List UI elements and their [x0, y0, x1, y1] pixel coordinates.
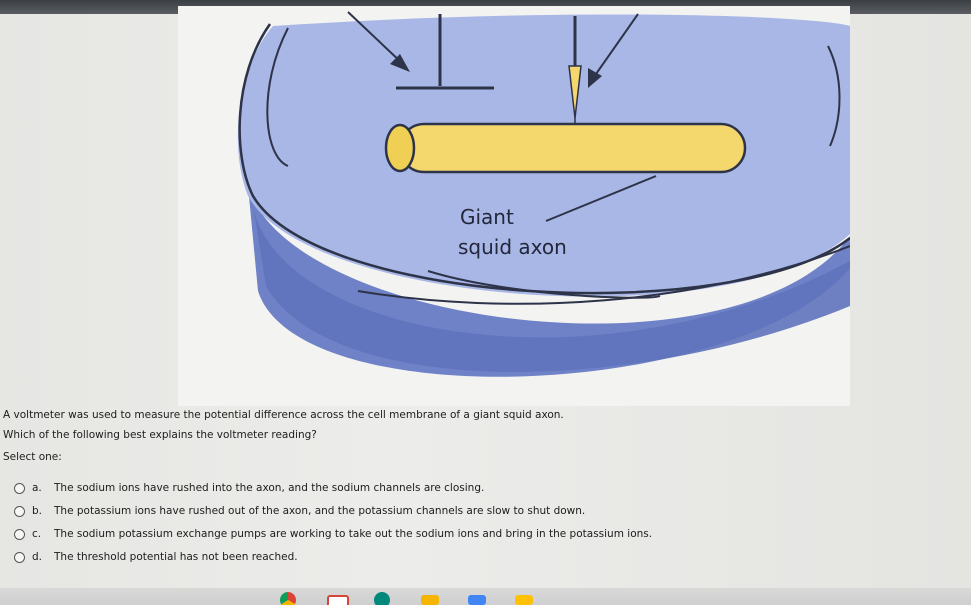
option-c-text: The sodium potassium exchange pumps are working to take out the sodium ions and bring in the potassium ions. [54, 528, 653, 540]
option-d-radio[interactable] [14, 552, 25, 563]
gmail-icon[interactable] [327, 595, 349, 605]
question-block [3, 408, 933, 442]
option-a-text: The sodium ions have rushed into the axon, and the sodium channels are closing. [54, 482, 485, 494]
option-b-text: The potassium ions have rushed out of the axon, and the potassium channels are slow to shut down. [54, 505, 586, 517]
question-stem: A voltmeter was used to measure the potential difference across the cell membrane of a giant squid axon. [3, 409, 564, 421]
squid-axon-diagram [178, 6, 850, 406]
option-d[interactable] [14, 547, 914, 567]
option-b-letter: b. [32, 505, 43, 517]
slides-icon[interactable] [421, 595, 439, 605]
squid-axon-figure [178, 6, 850, 406]
option-d-letter: d. [32, 551, 43, 563]
os-taskbar [0, 588, 971, 605]
option-b-radio[interactable] [14, 506, 25, 517]
axon-end [386, 125, 414, 171]
chrome-icon[interactable] [280, 592, 296, 605]
option-d-text: The threshold potential has not been reached. [54, 551, 298, 563]
axon-body [400, 124, 745, 172]
figure-label-line2: squid axon [458, 235, 567, 259]
option-c-letter: c. [32, 528, 42, 540]
option-c-radio[interactable] [14, 529, 25, 540]
drive-icon[interactable] [515, 595, 533, 605]
option-a[interactable] [14, 478, 914, 498]
question-prompt: Which of the following best explains the voltmeter reading? [3, 429, 317, 441]
docs-icon[interactable] [468, 595, 486, 605]
option-b[interactable] [14, 501, 914, 521]
select-one-label: Select one: [3, 451, 62, 463]
figure-label-line1: Giant [460, 205, 514, 229]
option-c[interactable] [14, 524, 914, 544]
answer-options [14, 478, 914, 570]
option-a-radio[interactable] [14, 483, 25, 494]
meet-icon[interactable] [374, 592, 390, 605]
option-a-letter: a. [32, 482, 42, 494]
